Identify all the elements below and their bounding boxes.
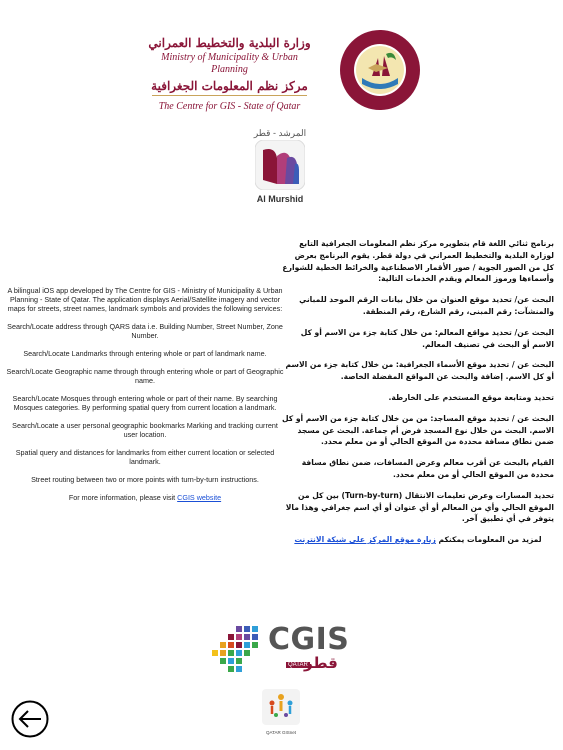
back-button[interactable] (10, 699, 50, 739)
ministry-name-arabic: وزارة البلدية والتخطيط العمراني (148, 36, 311, 50)
ministry-logo (142, 36, 317, 112)
english-service-2: Search/Locate Landmarks through entering whole or part of landmark name. (23, 349, 267, 358)
english-service-5: Search/Locate a user personal geographic bookmarks Marking and tracking current user location. (12, 421, 278, 439)
english-intro: A bilingual iOS app developed by The Centre for GIS - Ministry of Municipality & Urban Planning - State of Qatar. The application displays Aerial/Satellite imagery and vector maps for streets, street names, landmark symbols and provides the following services: (7, 286, 283, 313)
english-more-info (6, 493, 284, 502)
app-name: Al Murshid (256, 194, 304, 204)
back-arrow-icon (10, 699, 50, 739)
arabic-service-6: القيام بالبحث عن أقرب معالم وعرض المسافات، ضمن نطاق مسافة محددة من الموقع الحالي أو من معلم محدد. (301, 458, 554, 479)
gisnet-label: QATAR GISnet (265, 730, 297, 735)
arabic-service-3: البحث عن / تحديد موقع الأسماء الجغرافية: من خلال كتابة جزء من الاسم أو كل الاسم. إضافة والبحث عن المواقع المفضلة الخاصة. (285, 360, 554, 382)
centre-name-english: The Centre for GIS - State of Qatar (158, 101, 301, 112)
app-tagline-arabic: المرشد - قطر (253, 128, 307, 138)
cgis-qatar-arabic-label: قطر (304, 654, 338, 672)
arabic-service-4: تحديد ومتابعة موقع المستخدم على الخارطة. (388, 392, 554, 402)
arabic-more-info-prefix: لمزيد من المعلومات يمكنكم (435, 535, 542, 545)
arabic-description (282, 238, 554, 555)
arabic-service-1: البحث عن/ تحديد موقع العنوان من خلال بيانات الرقم الموحد للمباني والمنشآت: رقم المبنى، رقم الشارع، رقم المنطقة. (299, 295, 554, 316)
cgis-grid-icon (212, 626, 264, 674)
ministry-name-english: Ministry of Municipality & Urban Planning (161, 52, 298, 75)
centre-name-arabic: مركز نظم المعلومات الجغرافية (151, 79, 308, 93)
english-service-3: Search/Locate Geographic name through through entering whole or part of Geographic name. (6, 367, 284, 385)
qatar-gisnet-logo (262, 689, 300, 733)
arabic-service-2: البحث عن/ تحديد مواقع المعالم: من خلال كتابة جزء من الاسم أو كل الاسم أو البحث في تصنيف المعالم. (300, 327, 554, 349)
english-description (6, 286, 284, 511)
english-service-6: Spatial query and distances for landmarks from either current location or selected landmark. (15, 448, 275, 466)
state-seal-icon (338, 28, 422, 112)
english-service-1: Search/Locate address through QARS data i.e. Building Number, Street Number, Zone Number. (7, 322, 283, 340)
cgis-website-link[interactable]: CGIS website (177, 493, 222, 502)
al-murshid-app-icon (255, 140, 305, 190)
app-logo (250, 128, 310, 204)
english-service-7: Street routing between two or more points with turn-by-turn instructions. (31, 475, 259, 484)
arabic-service-5: البحث عن / تحديد موقع المساجد: من من خلال كتابة جزء من الاسم أو كل الاسم. البحث من خلال نوع المسجد فرض أم جماعة. البحث عن مسجد ضمن نطاق مسافة محددة من الموقع الحالي أو من معلم محدد. (282, 413, 554, 447)
arabic-service-7: تحديد المسارات وعرض تعليمات الانتقال (Turn-by-turn) بين كل من الموقع الحالي وأي من المعالم أو أي عنوان أو أي اسم جغرافي وهذا مالا يتوفر في أي تطبيق آخر. (285, 490, 554, 524)
arabic-more-info (282, 534, 554, 546)
arabic-intro: برنامج ثنائي اللغة قام بتطويره مركز نظم المعلومات الجغرافية التابع لوزارة البلدية والتخطيط العمراني في دولة قطر. يقوم البرنامج بعرض كل من الصور الجوية / صور الأقمار الاصطناعية والخرائط الخطية للشوارع وأسماءها ورموز المعالم ويقدم الخدمات التالية: (282, 239, 554, 284)
cgis-logo-text: CGIS (268, 622, 350, 657)
english-more-info-prefix: For more information, please visit (68, 493, 178, 502)
cgis-qatar-label: QATAR (288, 662, 308, 668)
english-service-4: Search/Locate Mosques through entering whole or part of their name. By searching Mosques categories. By performing spatial query from current location a landmark. (12, 394, 278, 412)
centre-website-link-arabic[interactable]: زيارة موقع المركز على شبكة الانترنت (294, 535, 436, 545)
divider (142, 94, 317, 97)
gisnet-people-icon (262, 689, 300, 725)
cgis-logo (212, 620, 354, 678)
